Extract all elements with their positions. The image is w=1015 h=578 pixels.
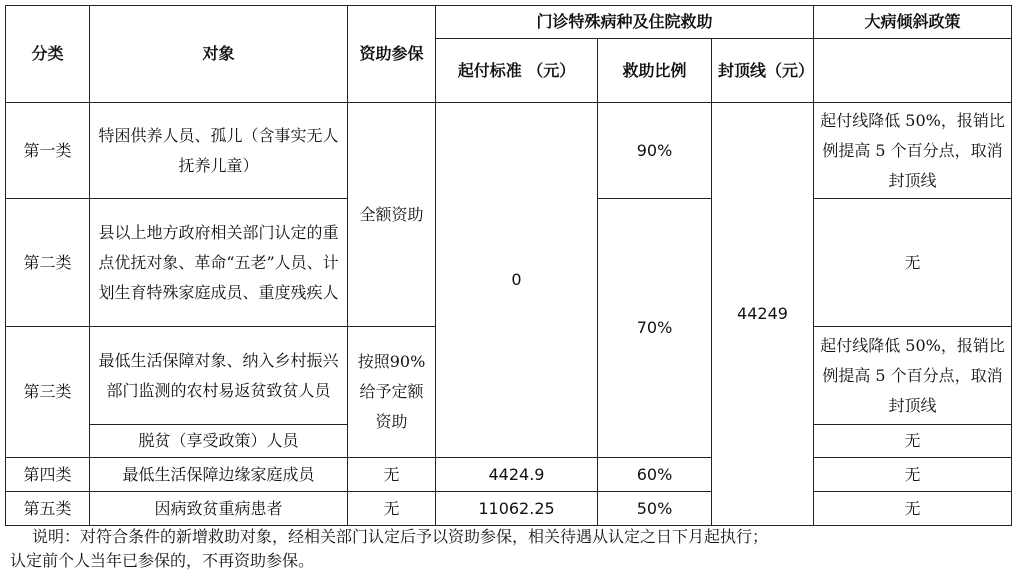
- insurance-full-cell: 全额资助: [348, 103, 436, 327]
- header-cap: 封顶线（元）: [712, 39, 814, 103]
- header-category: 分类: [6, 6, 90, 103]
- critical-cell: 无: [814, 492, 1012, 526]
- threshold-cell: 4424.9: [436, 458, 598, 492]
- critical-cell: 无: [814, 199, 1012, 327]
- category-cell: 第五类: [6, 492, 90, 526]
- threshold-cell: 11062.25: [436, 492, 598, 526]
- table-row: [6, 458, 1012, 492]
- footnote: [10, 525, 1010, 573]
- ratio-cell: 60%: [598, 458, 712, 492]
- medical-aid-policy-table: [5, 5, 1012, 526]
- ratio-cell: 50%: [598, 492, 712, 526]
- category-cell: 第四类: [6, 458, 90, 492]
- header-ratio: 救助比例: [598, 39, 712, 103]
- footnote-line-2: 认定前个人当年已参保的，不再资助参保。: [10, 551, 315, 570]
- target-cell: 特困供养人员、孤儿（含事实无人抚养儿童）: [90, 103, 348, 199]
- header-critical-empty: [814, 39, 1012, 103]
- category-cell: 第一类: [6, 103, 90, 199]
- category-cell: 第三类: [6, 327, 90, 458]
- header-outpatient-group: 门诊特殊病种及住院救助: [436, 6, 814, 39]
- target-cell: 因病致贫重病患者: [90, 492, 348, 526]
- critical-cell: 起付线降低 50%，报销比例提高 5 个百分点，取消封顶线: [814, 103, 1012, 199]
- insurance-cell: 无: [348, 458, 436, 492]
- header-critical-group: 大病倾斜政策: [814, 6, 1012, 39]
- header-target: 对象: [90, 6, 348, 103]
- footnote-line-1: 说明：对符合条件的新增救助对象，经相关部门认定后予以资助参保，相关待遇从认定之日下月起执行；: [32, 527, 769, 546]
- header-row-1: [6, 6, 1012, 39]
- ratio-90-cell: 90%: [598, 103, 712, 199]
- target-cell: 最低生活保障对象、纳入乡村振兴部门监测的农村易返贫致贫人员: [90, 327, 348, 425]
- ratio-70-cell: 70%: [598, 199, 712, 458]
- target-cell: 县以上地方政府相关部门认定的重点优抚对象、革命“五老”人员、计划生育特殊家庭成员、重度残疾人: [90, 199, 348, 327]
- insurance-90-cell: 按照90%给予定额资助: [348, 327, 436, 458]
- target-cell: 最低生活保障边缘家庭成员: [90, 458, 348, 492]
- critical-cell: 无: [814, 425, 1012, 458]
- table-row: [6, 492, 1012, 526]
- header-threshold: 起付标准 （元）: [436, 39, 598, 103]
- insurance-cell: 无: [348, 492, 436, 526]
- critical-cell: 起付线降低 50%，报销比例提高 5 个百分点，取消封顶线: [814, 327, 1012, 425]
- category-cell: 第二类: [6, 199, 90, 327]
- cap-cell: 44249: [712, 103, 814, 526]
- header-insurance-aid: 资助参保: [348, 6, 436, 103]
- target-cell: 脱贫（享受政策）人员: [90, 425, 348, 458]
- table-row: [6, 103, 1012, 199]
- critical-cell: 无: [814, 458, 1012, 492]
- threshold-zero-cell: 0: [436, 103, 598, 458]
